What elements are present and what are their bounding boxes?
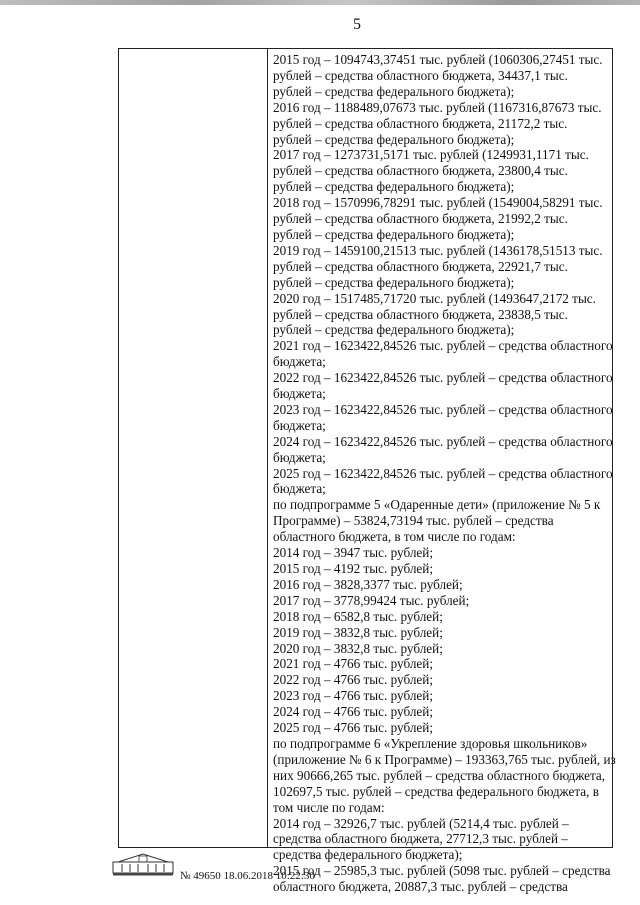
text-line: 2023 год – 1623422,84526 тыс. рублей – средства областного [273, 401, 613, 417]
text-line: бюджета; [273, 481, 326, 497]
text-line: 2017 год – 1273731,5171 тыс. рублей (1249931,1171 тыс. [273, 147, 589, 163]
registration-stamp: № 49650 18.06.2018 10:22:30 [180, 870, 315, 882]
text-line: по подпрограмме 6 «Укрепление здоровья школьников» [273, 735, 588, 751]
text-line: рублей – средства федерального бюджета); [273, 131, 515, 147]
text-line: рублей – средства областного бюджета, 22921,7 тыс. [273, 258, 568, 274]
text-line: 2021 год – 4766 тыс. рублей; [273, 656, 433, 672]
text-line: областного бюджета, в том числе по годам: [273, 529, 516, 545]
budget-text-cell [273, 52, 616, 895]
text-line: рублей – средства областного бюджета, 23838,5 тыс. [273, 306, 568, 322]
text-line: бюджета; [273, 386, 326, 402]
text-line: 2020 год – 3832,8 тыс. рублей; [273, 640, 443, 656]
text-line: средства федерального бюджета); [273, 847, 463, 863]
text-line: 2015 год – 4192 тыс. рублей; [273, 561, 433, 576]
text-line: 2021 год – 1623422,84526 тыс. рублей – средства областного [273, 338, 613, 354]
text-line: 2014 год – 3947 тыс. рублей; [273, 545, 433, 561]
text-line: 2015 год – 1094743,37451 тыс. рублей (1060306,27451 тыс. [273, 52, 603, 67]
text-line: 2022 год – 1623422,84526 тыс. рублей – средства областного [273, 370, 613, 386]
text-line: 2025 год – 1623422,84526 тыс. рублей – средства областного [273, 465, 613, 481]
text-line: рублей – средства федерального бюджета); [273, 179, 515, 195]
text-line: 102697,5 тыс. рублей – средства федерального бюджета, в [273, 783, 599, 799]
text-line: 2023 год – 4766 тыс. рублей; [273, 688, 433, 704]
text-line: рублей – средства федерального бюджета); [273, 322, 515, 338]
text-line: средства областного бюджета, 27712,3 тыс. рублей – [273, 831, 568, 847]
footer [112, 852, 532, 892]
text-line: 2016 год – 1188489,07673 тыс. рублей (1167316,87673 тыс. [273, 99, 602, 115]
text-line: 2020 год – 1517485,71720 тыс. рублей (1493647,2172 тыс. [273, 290, 596, 306]
text-line: 2024 год – 4766 тыс. рублей; [273, 704, 433, 720]
text-line: 2018 год – 6582,8 тыс. рублей; [273, 608, 443, 624]
text-line: (приложение № 6 к Программе) – 193363,765 тыс. рублей, из [273, 751, 616, 767]
column-divider [267, 49, 268, 847]
text-line: 2016 год – 3828,3377 тыс. рублей; [273, 576, 463, 592]
text-line: бюджета; [273, 417, 326, 433]
text-line: 2018 год – 1570996,78291 тыс. рублей (1549004,58291 тыс. [273, 195, 603, 211]
text-line: 2019 год – 1459100,21513 тыс. рублей (1436178,51513 тыс. [273, 242, 603, 258]
text-line: рублей – средства областного бюджета, 23800,4 тыс. [273, 163, 568, 179]
text-line: бюджета; [273, 449, 326, 465]
text-line: 2024 год – 1623422,84526 тыс. рублей – средства областного [273, 433, 613, 449]
text-line: рублей – средства федерального бюджета); [273, 226, 515, 242]
text-line: рублей – средства областного бюджета, 34437,1 тыс. [273, 67, 568, 83]
scan-top-edge [0, 0, 640, 5]
text-line: 2015 год – 25985,3 тыс. рублей (5098 тыс. рублей – средства [273, 863, 611, 879]
text-line: 2025 год – 4766 тыс. рублей; [273, 720, 433, 736]
page-number: 5 [353, 16, 361, 33]
text-line: них 90666,265 тыс. рублей – средства областного бюджета, [273, 767, 606, 783]
text-line: 2014 год – 32926,7 тыс. рублей (5214,4 тыс. рублей – [273, 815, 569, 831]
text-line: областного бюджета, 20887,3 тыс. рублей – средства [273, 879, 568, 895]
text-line: рублей – средства областного бюджета, 21172,2 тыс. [273, 115, 568, 131]
text-line: 2019 год – 3832,8 тыс. рублей; [273, 624, 443, 640]
building-seal-icon [112, 852, 174, 876]
text-line: 2017 год – 3778,99424 тыс. рублей; [273, 592, 470, 608]
text-line: бюджета; [273, 354, 326, 370]
text-line: Программе) – 53824,73194 тыс. рублей – средства [273, 513, 554, 529]
text-line: рублей – средства федерального бюджета); [273, 83, 515, 99]
text-line: рублей – средства областного бюджета, 21992,2 тыс. [273, 211, 568, 227]
text-line: том числе по годам: [273, 799, 385, 815]
text-line: по подпрограмме 5 «Одаренные дети» (приложение № 5 к [273, 497, 601, 513]
text-line: 2022 год – 4766 тыс. рублей; [273, 672, 433, 688]
text-line: рублей – средства федерального бюджета); [273, 274, 515, 290]
